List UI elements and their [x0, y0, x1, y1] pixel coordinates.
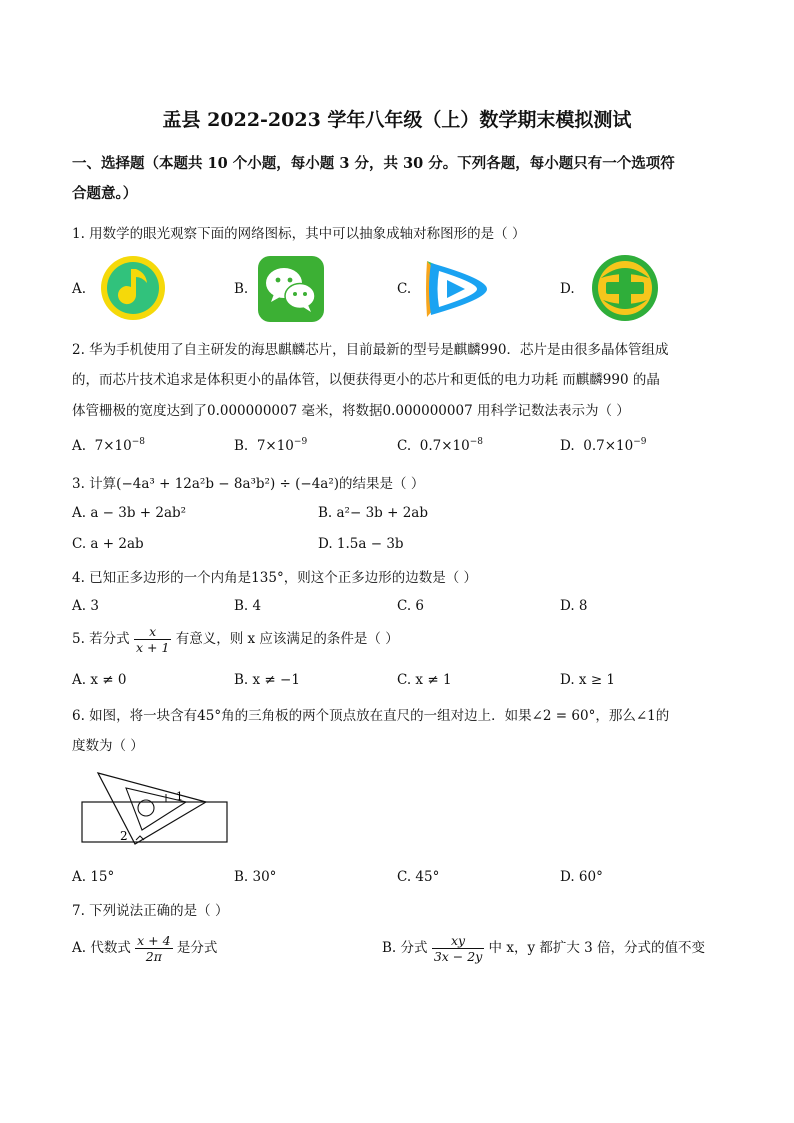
- q1-option-c-label: C.: [397, 281, 412, 297]
- angle-1-label: 1: [176, 790, 183, 803]
- q2-option-a: A. $7\times 10^{-8}$: [72, 437, 146, 454]
- q3-option-d: D. 1.5a − 3b: [318, 536, 404, 552]
- q6-option-d: D. 60°: [560, 869, 603, 885]
- section-heading-line2: 合题意。）: [72, 185, 138, 202]
- ruler-triangle-figure: [80, 768, 240, 852]
- q2-option-c: C. $0.7\times 10^{-8}$: [397, 437, 483, 454]
- q7-option-b: B. 分式 $\frac{xy}{3x - 2y}$ 中 x，y 都扩大 3 倍，分式的值不变: [382, 933, 706, 964]
- q6-option-c: C. 45°: [397, 869, 440, 885]
- q2-option-b: B. $7\times 10^{-9}$: [234, 437, 308, 454]
- q2-stem-line3: 体管栅极的宽度达到了0.000000007 毫米，将数据0.000000007 用科学记数法表示为（ ）: [72, 403, 630, 419]
- q3-option-b: B. a²− 3b + 2ab: [318, 505, 428, 521]
- q7-option-a: A. 代数式 $\frac{x + 4}{2\pi}$ 是分式: [72, 933, 218, 964]
- q3-option-a: A. a − 3b + 2ab²: [72, 505, 187, 521]
- q7-stem: 7. 下列说法正确的是（ ）: [72, 903, 229, 919]
- q3-option-c: C. a + 2ab: [72, 536, 144, 552]
- q1-option-d-label: D.: [560, 281, 575, 297]
- q1-stem: 1. 用数学的眼光观察下面的网络图标，其中可以抽象成轴对称图形的是（ ）: [72, 226, 526, 242]
- q6-stem-line1: 6. 如图，将一块含有45°角的三角板的两个顶点放在直尺的一组对边上．如果∠2 = 60°，那么∠1的: [72, 708, 670, 724]
- q3-stem: 3. 计算(−4a³ + 12a²b − 8a³b²) ÷ (−4a²)的结果是（ ）: [72, 476, 425, 492]
- section-heading-line1: 一、选择题（本题共 10 个小题，每小题 3 分，共 30 分。下列各题，每小题只有一个选项符: [72, 155, 675, 172]
- q6-option-a: A. 15°: [72, 869, 115, 885]
- page-title: 盂县 2022-2023 学年八年级（上）数学期末模拟测试: [162, 109, 632, 131]
- q2-option-d: D. $0.7\times 10^{-9}$: [560, 437, 647, 454]
- q4-option-d: D. 8: [560, 598, 588, 614]
- qq-music-icon: [100, 255, 166, 325]
- q7-b-fraction: $\frac{xy}{3x - 2y}$: [433, 933, 483, 964]
- q6-option-b: B. 30°: [234, 869, 277, 885]
- 360-security-icon: [591, 254, 659, 326]
- q5-option-b: B. x ≠ −1: [234, 672, 300, 688]
- q2-stem-line1: 2. 华为手机使用了自主研发的海思麒麟芯片，目前最新的型号是麒麟990．芯片是由很多晶体管组成: [72, 342, 669, 358]
- q1-option-a-label: A.: [72, 281, 87, 297]
- q7-a-fraction: $\frac{x + 4}{2\pi}$: [137, 933, 171, 964]
- q5-stem: 5. 若分式 $\frac{x}{x + 1}$ 有意义，则 x 应该满足的条件是（ ）: [72, 624, 399, 655]
- q2-stem-line2: 的，而芯片技术追求是体积更小的晶体管，以便获得更小的芯片和更低的电力功耗 而麒麟990 的晶: [72, 372, 660, 388]
- q4-option-c: C. 6: [397, 598, 425, 614]
- wechat-icon: [258, 256, 324, 326]
- q4-option-b: B. 4: [234, 598, 262, 614]
- q4-option-a: A. 3: [72, 598, 99, 614]
- q5-option-a: A. x ≠ 0: [72, 672, 127, 688]
- angle-2-label: 2: [120, 829, 128, 843]
- q1-option-b-label: B.: [234, 281, 249, 297]
- q5-option-d: D. x ≥ 1: [560, 672, 616, 688]
- q4-stem: 4. 已知正多边形的一个内角是135°，则这个正多边形的边数是（ ）: [72, 570, 477, 586]
- q5-option-c: C. x ≠ 1: [397, 672, 452, 688]
- q6-stem-line2: 度数为（ ）: [72, 738, 144, 754]
- q5-fraction: $\frac{x}{x + 1}$: [135, 624, 170, 655]
- tencent-video-icon: [421, 257, 489, 325]
